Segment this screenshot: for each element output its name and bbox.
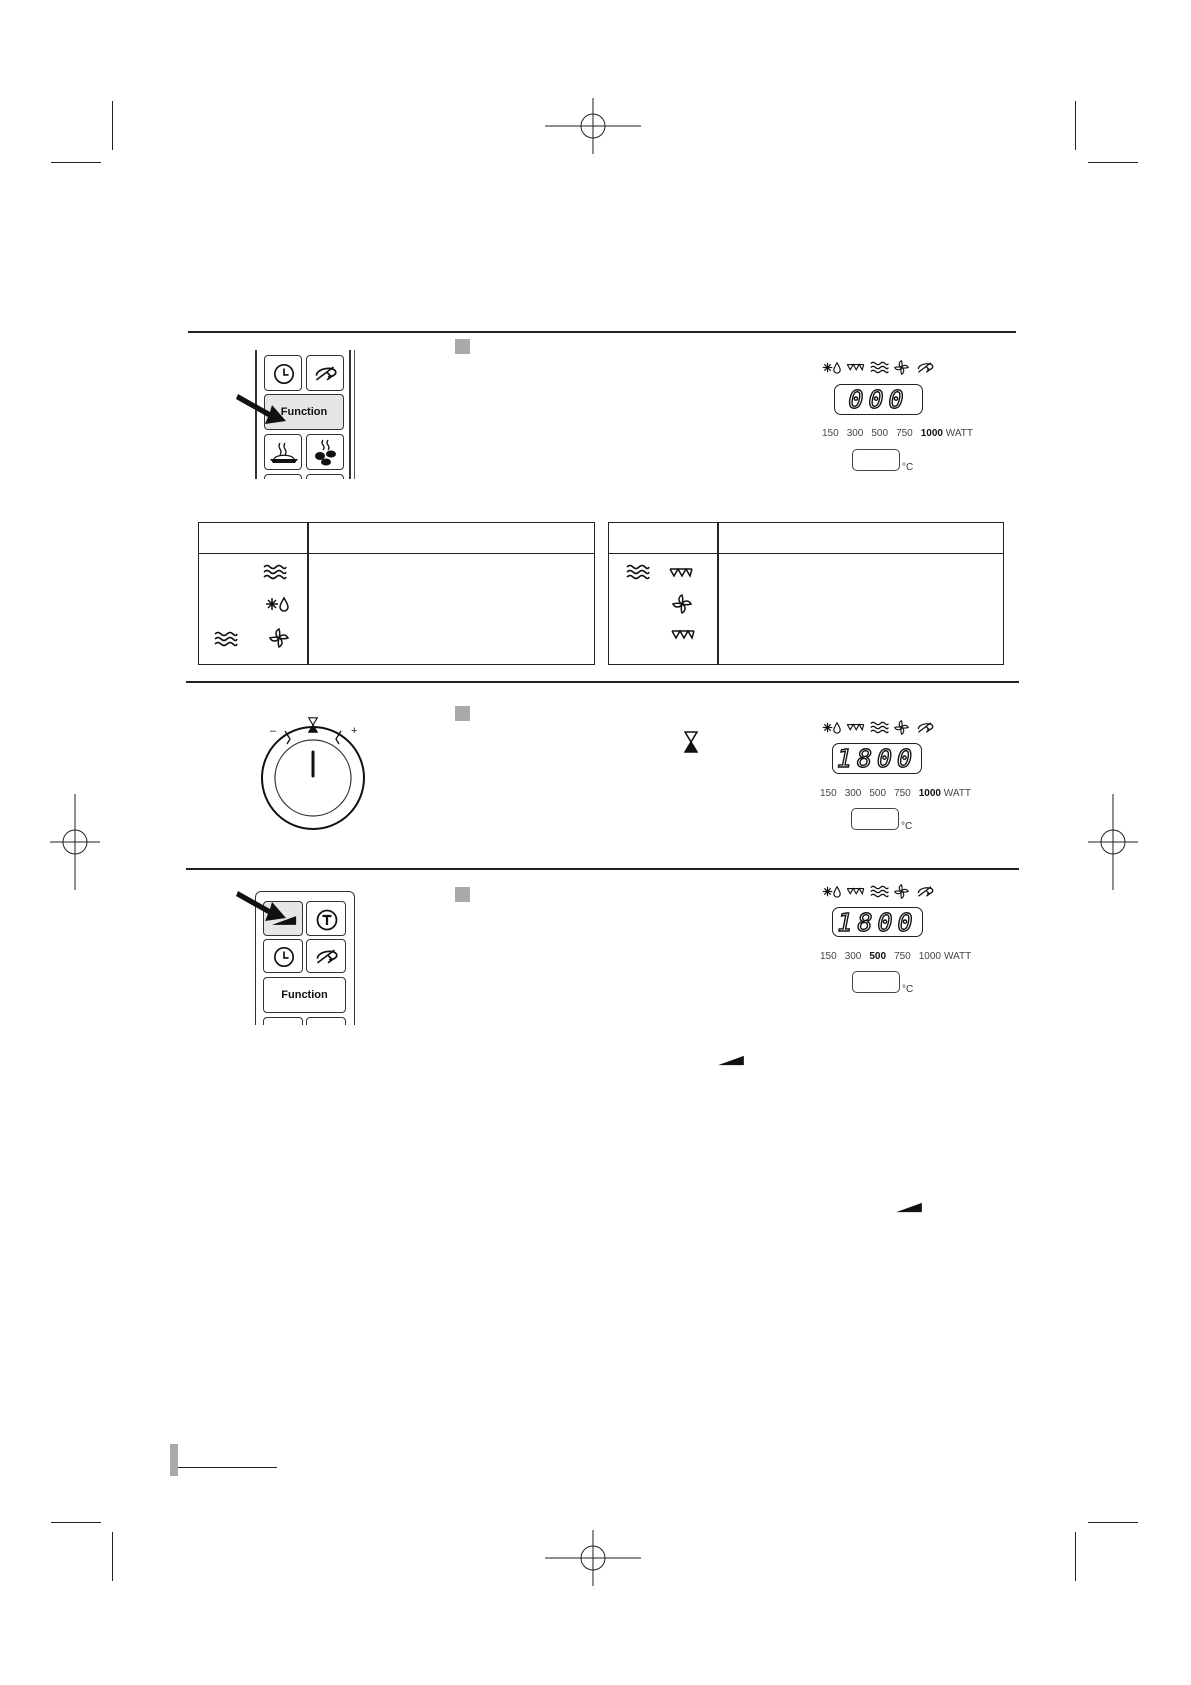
section-divider-3 (186, 868, 1019, 870)
knob-minus-label: – (270, 725, 277, 737)
fan-icon (894, 360, 909, 375)
step-marker (455, 339, 470, 354)
table-header (609, 523, 1003, 554)
registration-mark-left (50, 794, 100, 890)
temperature-display (851, 808, 899, 830)
reheat-button[interactable] (306, 355, 344, 391)
watt-level-active: 1000 (920, 428, 943, 439)
hourglass-icon (308, 717, 318, 733)
temperature-unit: °C (901, 821, 913, 832)
time-knob-illustration (250, 714, 380, 834)
watt-level: 150 (822, 428, 839, 439)
heat-waves-icon (870, 721, 889, 734)
watt-level: 300 (844, 788, 862, 799)
pointer-arrow-icon (236, 388, 288, 426)
knob-plus-label: + (351, 725, 358, 737)
partial-key-left (263, 1017, 303, 1025)
heat-waves-icon (626, 564, 650, 580)
registration-mark-right (1088, 794, 1138, 890)
step-marker (455, 887, 470, 902)
time-display-value: 1800 (837, 907, 918, 937)
function-button-label: Function (280, 406, 328, 418)
function-table-left (198, 522, 595, 665)
reheat-icon (916, 721, 935, 734)
time-display-value: 1800 (836, 744, 918, 773)
watt-unit: WATT (945, 428, 973, 439)
grill-icon (671, 629, 695, 641)
reheat-button[interactable] (306, 939, 346, 973)
defrost-icon (822, 885, 841, 898)
temperature-unit: °C (902, 462, 914, 473)
watt-level: 500 (869, 788, 887, 799)
watt-level: 300 (844, 951, 862, 962)
fan-icon (894, 720, 909, 735)
time-display (832, 743, 922, 774)
watt-level: 500 (871, 428, 889, 439)
watt-scale (820, 951, 979, 962)
watt-scale (822, 428, 981, 439)
footer-rule (178, 1467, 277, 1468)
dish-steam-icon (268, 441, 300, 465)
defrost-icon (822, 361, 841, 374)
heat-waves-icon (214, 631, 238, 647)
registration-mark-top (545, 96, 641, 156)
pointer-arrow-icon (236, 885, 288, 923)
hourglass-icon (684, 731, 698, 753)
power-ramp-icon (895, 1202, 923, 1213)
function-button[interactable] (263, 977, 346, 1013)
defrost-icon (822, 721, 841, 734)
watt-scale (820, 788, 979, 799)
page-number-marker (170, 1444, 178, 1476)
watt-level: 750 (896, 428, 913, 439)
watt-level: 300 (846, 428, 864, 439)
watt-level-active: 1000 (918, 788, 941, 799)
reheat-icon (916, 885, 935, 898)
partial-key-left (264, 474, 302, 479)
clock-button[interactable] (264, 355, 302, 391)
grill-icon (846, 363, 865, 372)
potato-steam-icon (311, 439, 341, 467)
reheat-icon (314, 948, 340, 965)
watt-level: 1000 (918, 951, 941, 962)
fan-icon (269, 628, 289, 648)
temperature-display (852, 971, 900, 993)
heat-waves-icon (263, 564, 287, 580)
section-divider-1 (188, 331, 1016, 333)
function-button-label: Function (281, 989, 328, 1001)
fan-icon (894, 884, 909, 899)
auto-cook-potato-button[interactable] (306, 434, 344, 470)
temperature-t-icon (316, 909, 338, 931)
registration-mark-bottom (545, 1528, 641, 1588)
clock-icon (273, 363, 295, 385)
watt-unit: WATT (943, 788, 971, 799)
grill-icon (669, 567, 693, 579)
grill-icon (846, 887, 865, 896)
watt-level: 750 (894, 951, 911, 962)
fan-icon (672, 594, 692, 614)
table-header (199, 523, 594, 554)
watt-level-active: 500 (869, 951, 887, 962)
watt-level: 150 (820, 788, 837, 799)
function-table-right (608, 522, 1004, 665)
temperature-unit: °C (902, 984, 914, 995)
power-ramp-icon (717, 1055, 745, 1066)
section-divider-2 (186, 681, 1019, 683)
clock-button[interactable] (263, 939, 303, 973)
watt-unit: WATT (944, 951, 972, 962)
reheat-icon (916, 361, 935, 374)
temperature-display (852, 449, 900, 471)
watt-level: 150 (820, 951, 837, 962)
time-display (834, 384, 923, 415)
time-display-value: 000 (848, 385, 909, 414)
watt-level: 750 (894, 788, 911, 799)
partial-key-right (306, 474, 344, 479)
partial-key-right (306, 1017, 346, 1025)
grill-icon (846, 723, 865, 732)
heat-waves-icon (870, 885, 889, 898)
auto-cook-dish-button[interactable] (264, 434, 302, 470)
time-display (832, 907, 923, 937)
step-marker (455, 706, 470, 721)
clock-icon (273, 946, 295, 968)
defrost-icon (265, 596, 289, 612)
reheat-icon (313, 365, 339, 382)
temperature-button[interactable] (306, 901, 346, 936)
heat-waves-icon (870, 361, 889, 374)
